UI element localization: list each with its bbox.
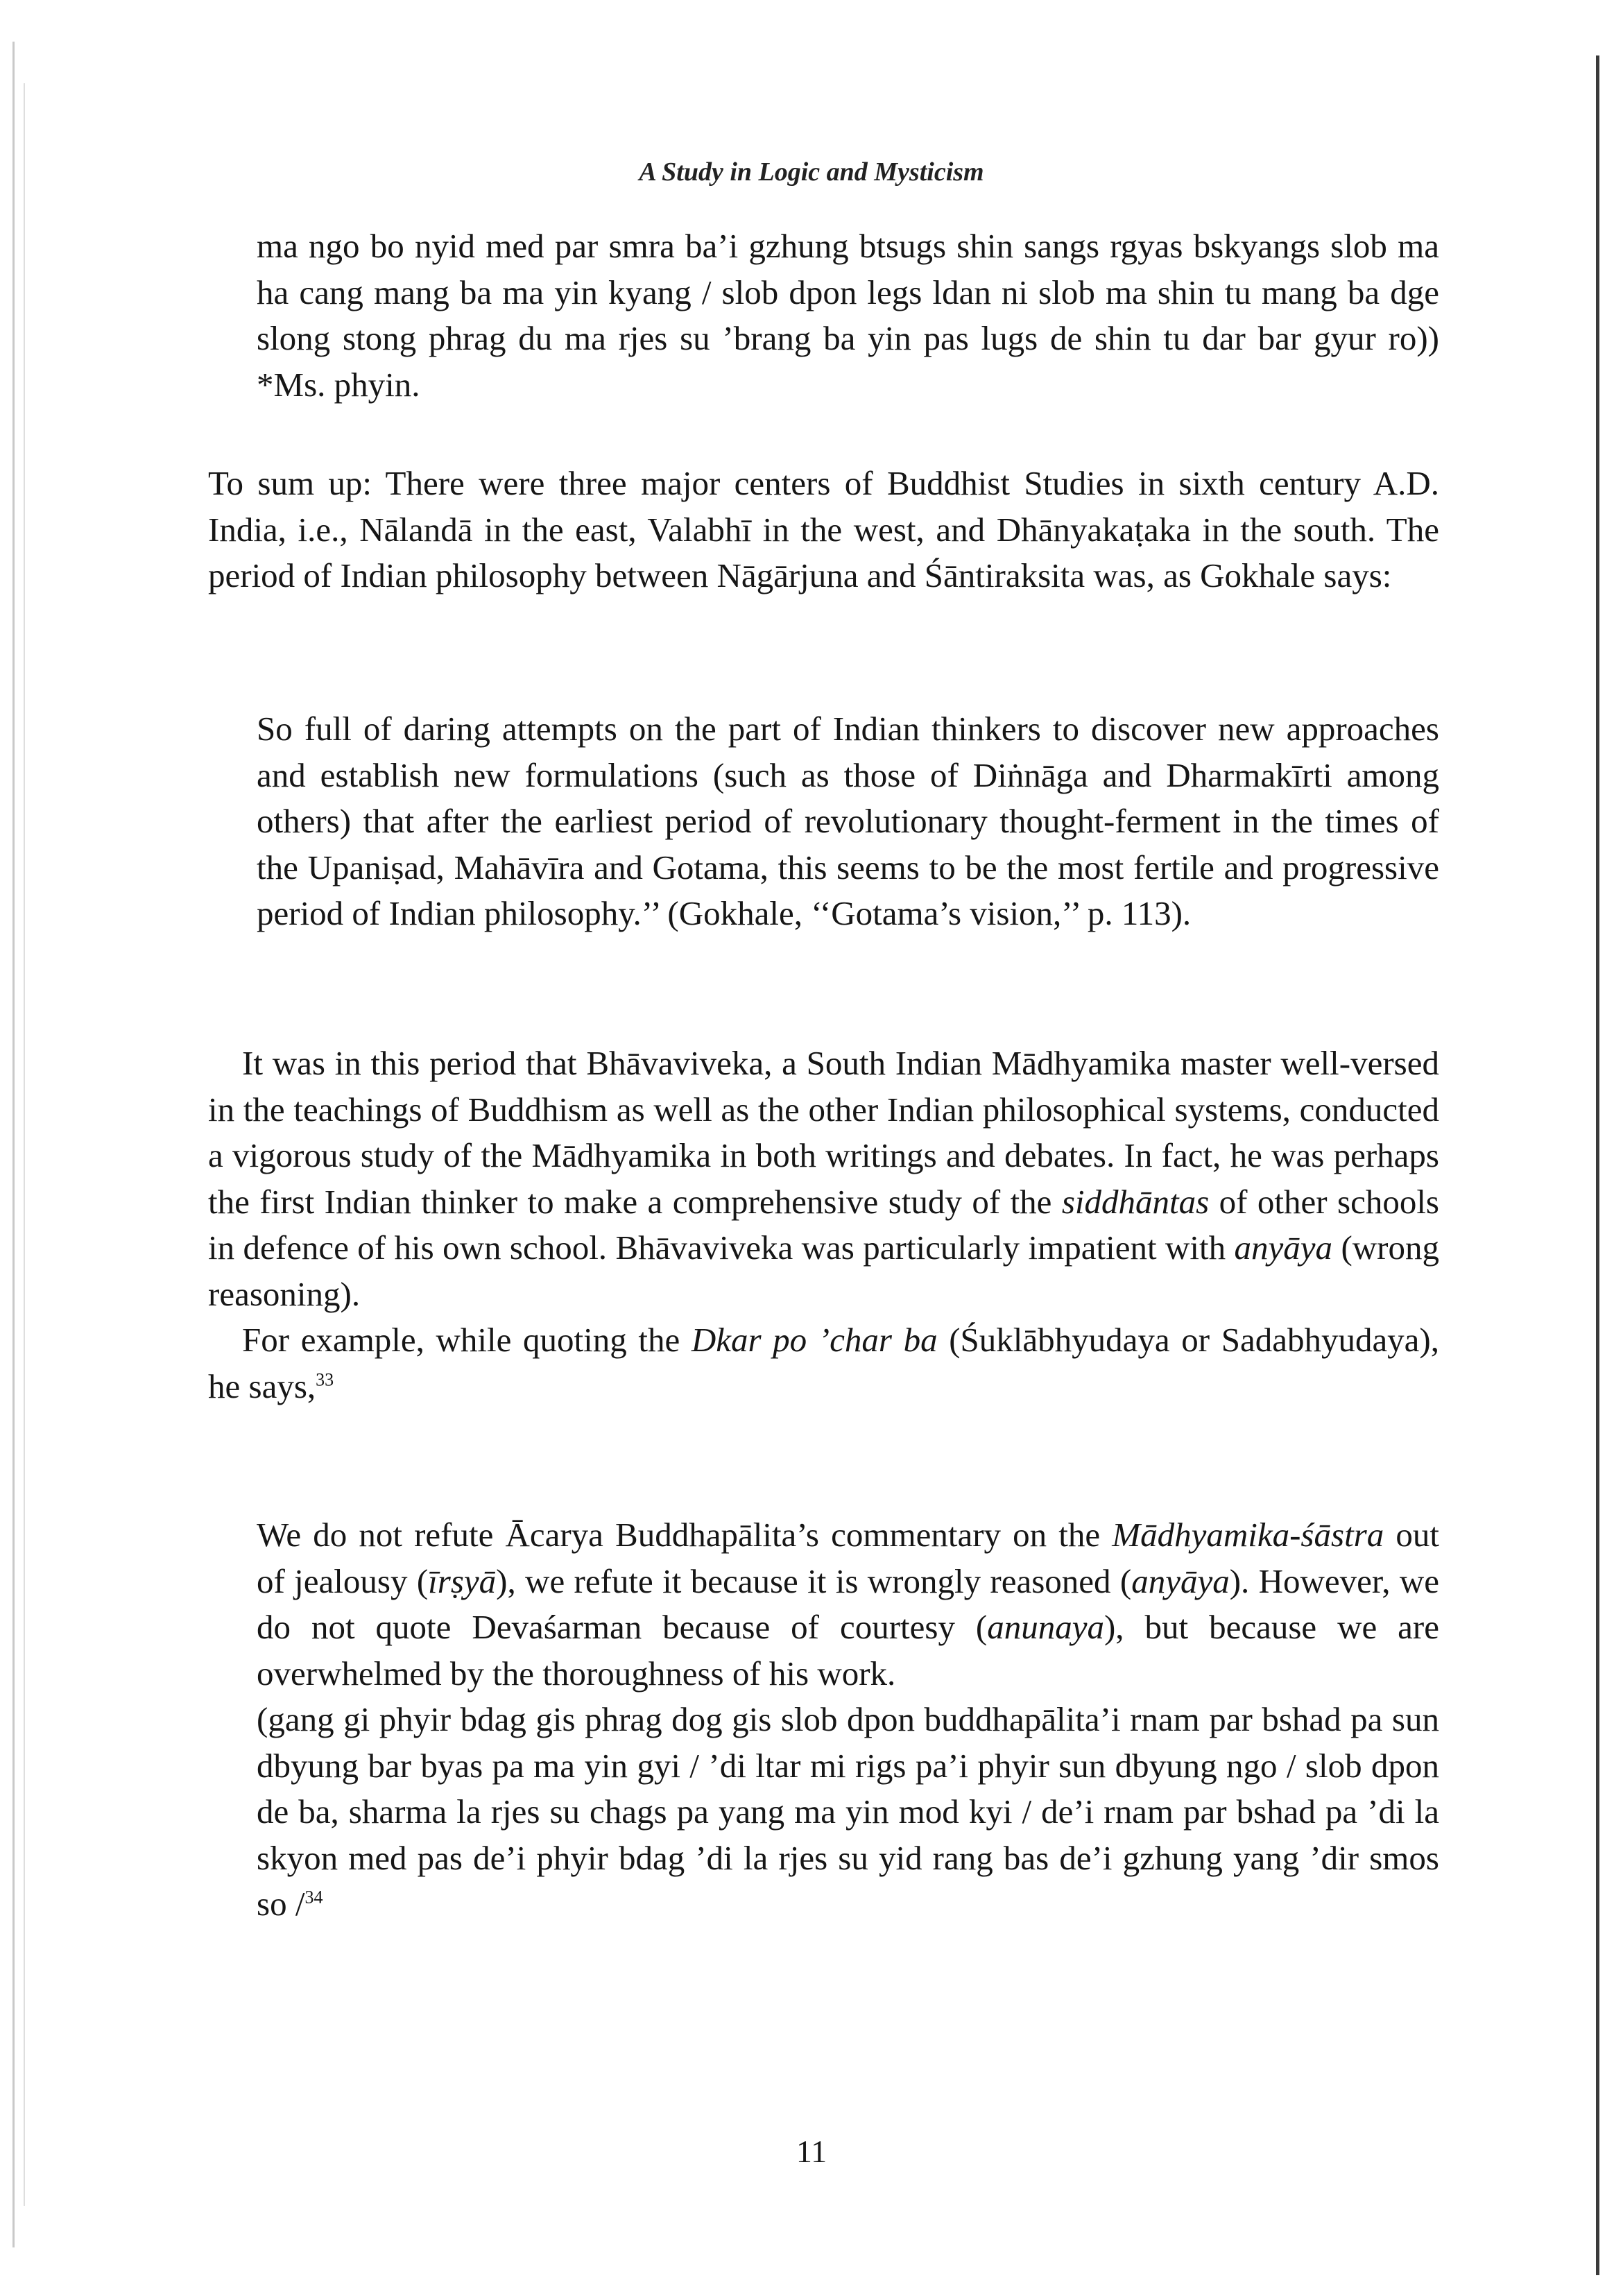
para2-text-3: (wrong reasoning). — [208, 1228, 1439, 1313]
quote2-text-1: We do not refute Ācarya Buddhapālita’s commentary on the — [257, 1516, 1113, 1554]
gokhale-quote-text: So full of daring attempts on the part of Indian thinkers to discover new approaches and establish new formulations (such as those of Diṅnāga and Dharmakīrti among others) that after the earliest period of revolutionary thought-ferment in the times of the Upaniṣad, Mahāvīra and Gotama, this seems to be the most fertile and progressive period of Indian philosophy.’’ (Gokhale, ‘‘Gotama’s vision,’’ p. 113). — [257, 710, 1439, 932]
page-edge-left — [12, 42, 15, 2247]
page-edge-left-inner — [24, 83, 25, 2206]
summary-paragraph-text: To sum up: There were three major centers of Buddhist Studies in sixth century A.D. India, i.e., Nālandā in the east, Valabhī in the west, and Dhānyakaṭaka in the south. The period of Indian philosophy between Nāgārjuna and Śāntiraksita was, as Gokhale says: — [208, 464, 1439, 594]
bhavaviveka-quote-english — [257, 1512, 1439, 1697]
para2-italic-2: anyāya — [1234, 1228, 1333, 1267]
quote2-italic-1: Mādhyamika-śāstra — [1112, 1516, 1384, 1554]
para2-text-1: It was in this period that Bhāvaviveka, a South Indian Mādhyamika master well-versed in the teachings of Buddhism as well as the other Indian philosophical systems, conducted a vigorous study of the Mādhyamika in both writings and debates. In fact, he was perhaps the first Indian thinker to make a comprehensive study of the — [208, 1044, 1439, 1221]
bhavaviveka-quote-tibetan — [257, 1697, 1439, 1928]
quote2-italic-4: anunaya — [987, 1608, 1104, 1646]
quote2-text-2: out of jealousy ( — [257, 1516, 1439, 1600]
para3-text-1: For example, while quoting the — [242, 1321, 692, 1359]
footnote-ref-33: 33 — [316, 1369, 334, 1390]
para2-italic-1: siddhāntas — [1061, 1182, 1210, 1221]
quote2-italic-3: anyāya — [1131, 1561, 1230, 1600]
quote-continuation — [257, 223, 1439, 408]
para3-italic-1: Dkar po ’char ba — [691, 1321, 938, 1359]
footnote-ref-34: 34 — [304, 1887, 323, 1908]
quote2-italic-2: īrṣyā — [428, 1561, 497, 1600]
page-number: 11 — [796, 2134, 827, 2169]
para2-text-2: of other schools in defence of his own school. Bhāvaviveka was particularly impatient with — [208, 1182, 1439, 1267]
running-head: A Study in Logic and Mysticism — [639, 157, 984, 187]
quote-continuation-text: ma ngo bo nyid med par smra ba’i gzhung btsugs shin sangs rgyas bskyangs slob ma ha cang mang ba ma yin kyang / slob dpon legs ldan ni slob ma shin tu mang ba dge slong stong phrag du ma rjes su ’brang ba yin pas lugs de shin tu dar bar gyur ro)) *Ms. phyin. — [257, 227, 1439, 404]
para3-text-2: (Śuklābhyudaya or Sadabhyudaya), he says, — [208, 1321, 1440, 1405]
quote2-text-5: ), but because we are overwhelmed by the thoroughness of his work. — [257, 1608, 1439, 1693]
example-paragraph — [208, 1317, 1439, 1410]
quote2-text-3: ), we refute it because it is wrongly reasoned ( — [496, 1561, 1132, 1600]
quote2-text-4: ). However, we do not quote Devaśarman because of courtesy ( — [257, 1561, 1439, 1646]
summary-paragraph — [208, 461, 1439, 599]
page-edge-right — [1596, 55, 1599, 2275]
bhavaviveka-quote — [257, 1512, 1439, 1928]
quote2-tibetan-text: (gang gi phyir bdag gis phrag dog gis slob dpon buddhapālita’i rnam par bshad pa sun dbyung bar byas pa ma yin gyi / ’di ltar mi rigs pa’i phyir sun dbyung ngo / slob dpon de ba, sharma la rjes su chags pa yang ma yin mod kyi / de’i rnam par bshad pa ’di la skyon med pas de’i phyir bdag ’di la rjes su yid rang bas de’i gzhung yang ’dir smos so / — [257, 1700, 1439, 1923]
body-paragraphs — [208, 1040, 1439, 1410]
gokhale-quote — [257, 706, 1439, 937]
bhavaviveka-paragraph — [208, 1040, 1439, 1317]
